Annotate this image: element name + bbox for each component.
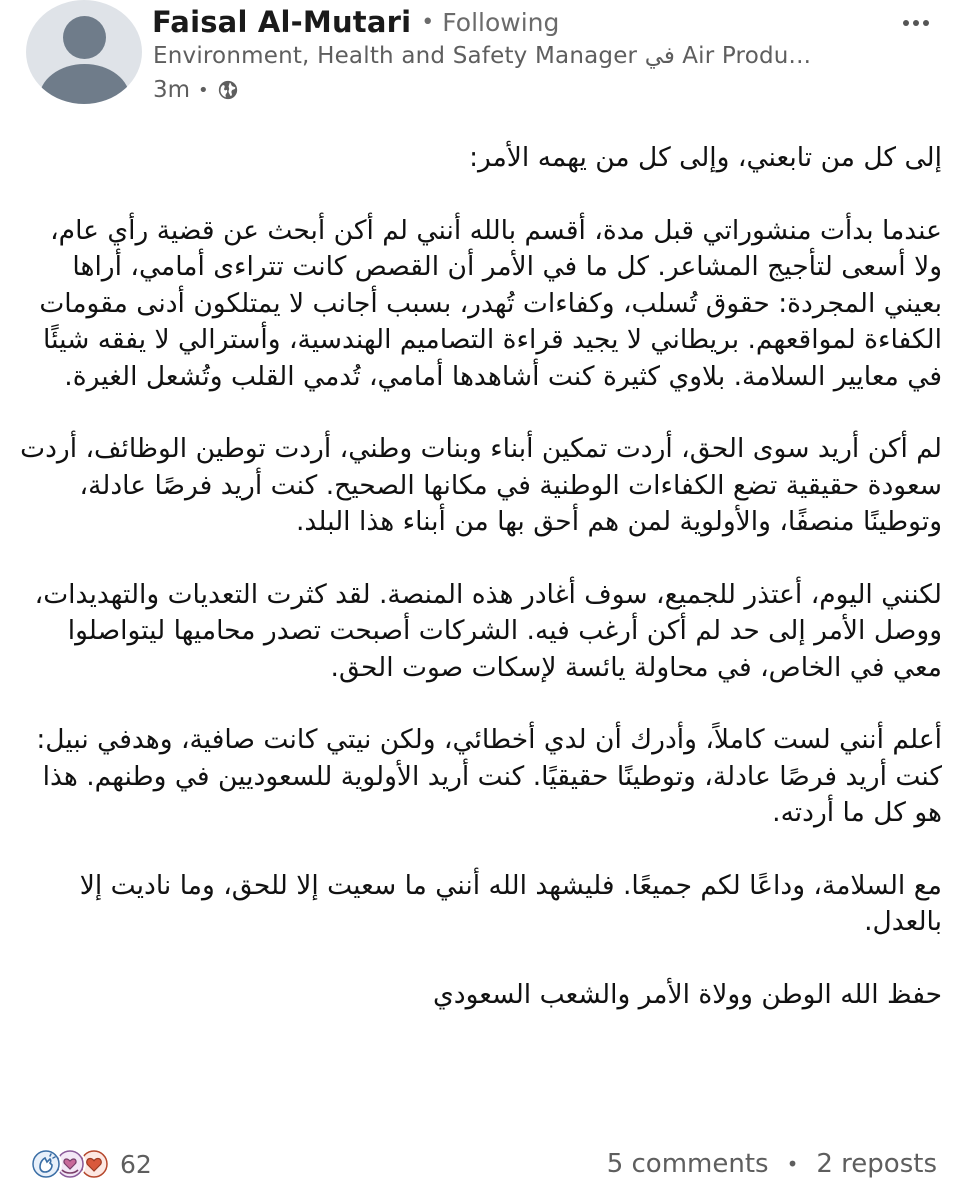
author-name[interactable]: Faisal Al-Mutari bbox=[152, 5, 412, 39]
clap-icon bbox=[30, 1148, 62, 1180]
author-avatar[interactable] bbox=[26, 0, 142, 104]
post-time: 3m bbox=[153, 77, 191, 103]
post-text bbox=[20, 140, 942, 1013]
post-paragraph: أعلم أنني لست كاملاً، وأدرك أن لدي أخطائي، ولكن نيتي كانت صافية، وهدفي نبيل: كنت أريد فرصًا عادلة، وتوطينًا حقيقيًا. كنت أريد الأولوية للسعوديين في وطنهم. هذا هو كل ما أردته. bbox=[36, 724, 942, 828]
post-paragraph: حفظ الله الوطن وولاة الأمر والشعب السعودي bbox=[433, 978, 942, 1010]
post-paragraph: لم أكن أريد سوى الحق، أردت تمكين أبناء وبنات وطني، أردت توطين الوظائف، أردت سعودة حقيقية تضع الكفاءات الوطنية في مكانها الصحيح. كنت أريد فرصًا عادلة، وتوطينًا منصفًا، والأولوية لمن هم أحق بها من أبناء هذا البلد. bbox=[20, 433, 942, 537]
follow-status: Following bbox=[442, 7, 560, 37]
avatar-head-shape bbox=[63, 16, 106, 59]
reactions-summary[interactable] bbox=[30, 1144, 152, 1184]
post-paragraph: مع السلامة، وداعًا لكم جميعًا. فليشهد الله أنني ما سعيت إلا للحق، وما ناديت إلا بالعدل. bbox=[79, 869, 942, 937]
post-paragraph: عندما بدأت منشوراتي قبل مدة، أقسم بالله أنني لم أكن أبحث عن قضية رأي عام، ولا أسعى لتأجيج المشاعر. كل ما في الأمر أن القصص كانت تتراءى أمامي، أراها بعيني المجردة: حقوق تُسلب، وكفاءات تُهدر، بسبب أجانب لا يمتلكون أدنى مقومات الكفاءة لمواقعهم. بريطاني لا يجيد قراءة التصاميم الهندسية، وأسترالي لا يفقه شيئًا في معايير السلامة. بلاوي كثيرة كنت أشاهدها أمامي، تُدمي القلب وتُشعل الغيرة. bbox=[39, 214, 942, 392]
avatar-body-shape bbox=[39, 64, 130, 104]
more-dot bbox=[913, 20, 919, 26]
more-dot bbox=[923, 20, 929, 26]
more-dot bbox=[903, 20, 909, 26]
stats-separator: • bbox=[786, 1152, 799, 1176]
post-paragraph: لكنني اليوم، أعتذر للجميع، سوف أغادر هذه المنصة. لقد كثرت التعديات والتهديدات، ووصل الأمر إلى حد لم أكن أرغب فيه. الشركات أصبحت تصدر محاميها ليتواصلوا معي في الخاص، في محاولة يائسة لإسكات صوت الحق. bbox=[34, 578, 942, 683]
engagement-stats bbox=[607, 1144, 937, 1184]
comments-link[interactable]: 5 comments bbox=[606, 1149, 769, 1179]
author-line bbox=[152, 4, 559, 40]
follow-separator: • bbox=[421, 9, 435, 35]
post-paragraph: إلى كل من تابعني، وإلى كل من يهمه الأمر: bbox=[469, 142, 942, 173]
globe-icon bbox=[217, 79, 239, 101]
reposts-link[interactable]: 2 reposts bbox=[816, 1149, 937, 1179]
reaction-count: 62 bbox=[120, 1149, 152, 1179]
post-meta bbox=[153, 75, 239, 105]
author-headline: Environment, Health and Safety Manager في Air Produ... bbox=[153, 43, 812, 69]
meta-separator: • bbox=[198, 79, 209, 101]
more-options-icon[interactable] bbox=[896, 6, 936, 40]
